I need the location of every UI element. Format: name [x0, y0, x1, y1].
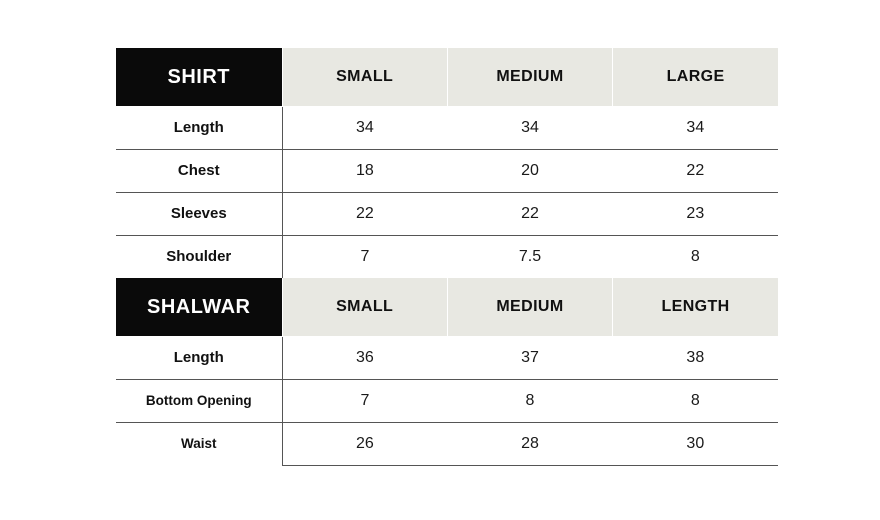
shalwar-column-header-length: LENGTH [613, 278, 778, 336]
size-tables-container [116, 48, 778, 466]
shalwar-row-label-length: Length [116, 336, 282, 379]
shalwar-column-header-medium: MEDIUM [447, 278, 612, 336]
shalwar-header-row [116, 278, 778, 336]
shalwar-bottom-opening-length: 8 [613, 379, 778, 422]
shirt-size-table [116, 48, 778, 278]
table-row [116, 149, 778, 192]
shirt-chest-small: 18 [282, 149, 447, 192]
shalwar-row-label-waist: Waist [116, 422, 282, 465]
shirt-column-header-medium: MEDIUM [447, 48, 612, 106]
table-row [116, 106, 778, 149]
shirt-sleeves-large: 23 [613, 192, 778, 235]
shirt-sleeves-medium: 22 [447, 192, 612, 235]
shalwar-length-length: 38 [613, 336, 778, 379]
shirt-length-medium: 34 [447, 106, 612, 149]
shalwar-category-header: SHALWAR [116, 278, 282, 336]
shirt-column-header-small: SMALL [282, 48, 447, 106]
shalwar-length-medium: 37 [447, 336, 612, 379]
shirt-column-header-large: LARGE [613, 48, 778, 106]
table-row [116, 336, 778, 379]
table-row [116, 192, 778, 235]
shalwar-size-table [116, 278, 778, 466]
shalwar-bottom-opening-small: 7 [282, 379, 447, 422]
shirt-shoulder-large: 8 [690, 247, 700, 265]
shalwar-waist-length: 30 [613, 422, 778, 465]
shirt-row-label-sleeves: Sleeves [116, 192, 282, 235]
shirt-shoulder-small: 7 [360, 247, 370, 265]
shalwar-waist-small: 26 [282, 422, 447, 465]
shirt-chest-medium: 20 [447, 149, 612, 192]
shirt-shoulder-medium: 7.5 [518, 247, 542, 265]
shalwar-bottom-opening-medium: 8 [447, 379, 612, 422]
shirt-length-large: 34 [613, 106, 778, 149]
shalwar-column-header-small: SMALL [282, 278, 447, 336]
shirt-chest-large: 22 [613, 149, 778, 192]
table-row [116, 422, 778, 465]
shirt-category-header: SHIRT [116, 48, 282, 106]
shirt-sleeves-small: 22 [282, 192, 447, 235]
shalwar-waist-medium: 28 [447, 422, 612, 465]
shirt-row-label-shoulder: Shoulder [116, 235, 282, 278]
shirt-row-label-length: Length [116, 106, 282, 149]
shirt-row-label-chest: Chest [116, 149, 282, 192]
shirt-header-row [116, 48, 778, 106]
table-row [116, 379, 778, 422]
table-row [116, 235, 778, 278]
shalwar-length-small: 36 [282, 336, 447, 379]
shalwar-row-label-bottom-opening: Bottom Opening [116, 379, 282, 422]
shirt-length-small: 34 [282, 106, 447, 149]
